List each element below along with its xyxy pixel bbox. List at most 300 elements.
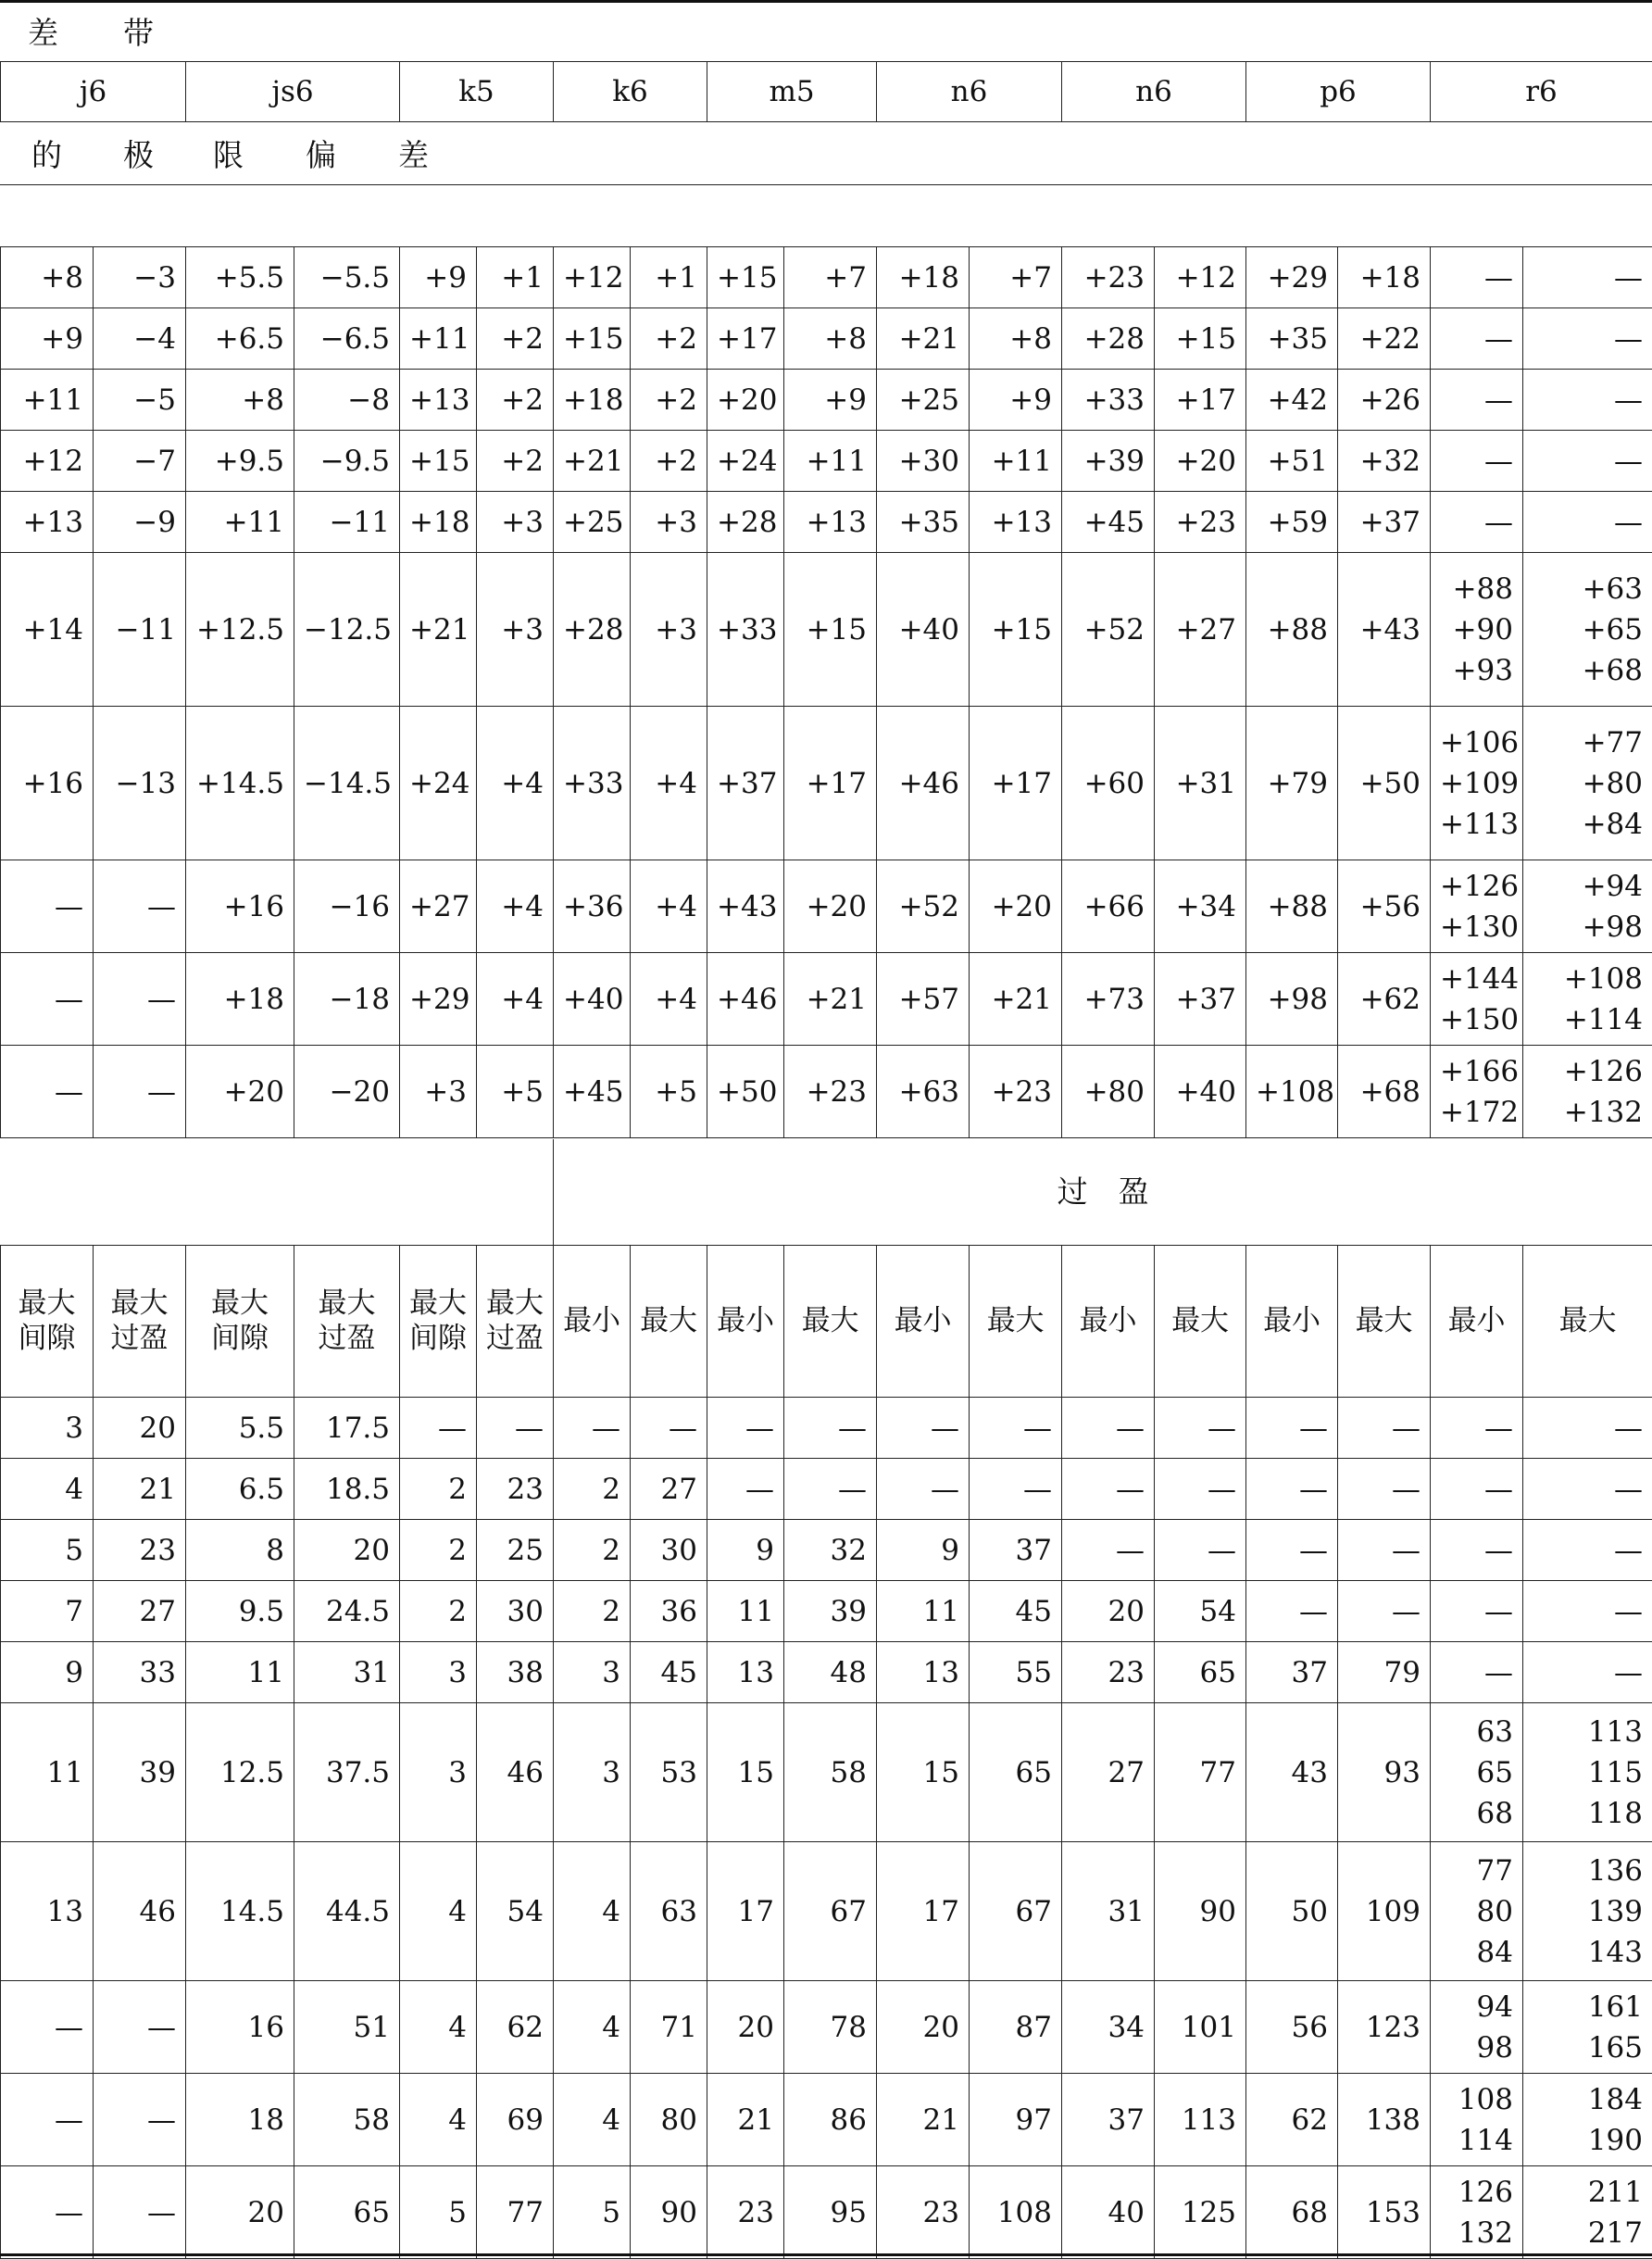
table-cell [970,707,1062,860]
cell-value: +15 [806,612,867,646]
fit-header-line: 最大 [486,1286,544,1320]
cell-value: 37.5 [325,1755,390,1789]
cell-value: 17.5 [325,1411,390,1445]
cell-value: +39 [1083,444,1145,478]
table-cell [1431,1520,1523,1581]
table-cell [877,1642,970,1703]
cell-value: +5 [501,1074,544,1109]
table-cell [631,860,707,953]
table-cell [186,2074,294,2166]
cell-value: — [147,1074,176,1109]
table-cell [477,2074,554,2166]
cell-value: +24 [717,444,778,478]
cell-value: 11 [247,1655,284,1689]
cell-value: 33 [139,1655,176,1689]
table-cell [707,1842,784,1981]
table-cell [970,1046,1062,1138]
table-cell [400,431,477,492]
cell-value: +2 [655,321,697,356]
table-cell [1338,1459,1431,1520]
cell-value: — [147,2195,176,2229]
fit-header-cell: 最大 [970,1245,1062,1397]
table-cell [707,953,784,1046]
table-cell [1523,1581,1652,1642]
table-cell [94,2166,186,2259]
cell-value: 80 [1476,1894,1513,1928]
table-cell [1062,1842,1155,1981]
cell-value: +21 [563,444,624,478]
cell-value: 31 [353,1655,390,1689]
table-cell [1,492,94,553]
cell-value: 190 [1587,2123,1643,2157]
cell-value: 30 [507,1594,544,1628]
cell-value: +33 [1083,383,1145,417]
cell-value: +65 [1582,612,1643,646]
cell-value: +172 [1440,1095,1520,1129]
cell-value: +23 [806,1074,867,1109]
cell-value: 68 [1476,1796,1513,1830]
cell-value: −7 [133,444,176,478]
cell-value: — [147,982,176,1016]
cell-value: +15 [409,444,470,478]
table-cell [294,492,400,553]
cell-value: +7 [824,260,867,295]
cell-value: +88 [1267,612,1328,646]
cell-value: 90 [1199,1894,1236,1928]
cell-value: 9 [756,1533,774,1567]
cell-value: 39 [830,1594,867,1628]
cell-value: 20 [737,2010,774,2044]
table-cell [1431,1459,1523,1520]
cell-value: +113 [1440,807,1520,841]
caption-top-char-2: 带 [123,15,154,51]
table-cell [1062,1981,1155,2074]
table-cell [400,1642,477,1703]
table-cell [477,553,554,707]
cell-value: +63 [1582,571,1643,606]
cell-value: 24.5 [325,1594,390,1628]
table-cell [970,1581,1062,1642]
cell-value: 20 [247,2195,284,2229]
cell-value: 4 [602,2102,620,2137]
cell-value: — [55,2102,83,2137]
table-cell [1431,2166,1523,2259]
table-cell [1,860,94,953]
table-cell [1155,1981,1246,2074]
table-cell [1,1581,94,1642]
table-cell [477,953,554,1046]
cell-value: +14.5 [196,766,284,800]
caption-mid-char-1: 的 [31,137,62,173]
cell-value: 58 [353,2102,390,2137]
table-cell [1246,1046,1338,1138]
table-cell [877,707,970,860]
table-cell [707,370,784,431]
table-cell [94,860,186,953]
table-cell [970,553,1062,707]
cell-value: +18 [409,505,470,539]
table-cell [877,553,970,707]
table-row [1,492,1652,553]
cell-value: — [1484,1472,1513,1506]
table-cell [1523,2166,1652,2259]
table-cell [1155,953,1246,1046]
table-cell [554,1046,631,1138]
cell-value: — [1299,1472,1328,1506]
table-cell [1338,2074,1431,2166]
table-cell [877,1703,970,1842]
cell-value: +11 [409,321,470,356]
table-cell [1155,1046,1246,1138]
table-cell [631,1046,707,1138]
table-cell [554,1981,631,2074]
zone-header-cell: p6 [1246,62,1431,122]
cell-value: +114 [1563,1002,1643,1036]
cell-value: — [1116,1411,1145,1445]
table-cell [1431,1703,1523,1842]
table-cell [1431,860,1523,953]
table-cell [784,707,877,860]
table-cell [970,953,1062,1046]
cell-value: — [1484,321,1513,356]
cell-value: 18.5 [325,1472,390,1506]
cell-value: 115 [1587,1755,1643,1789]
table-cell [1523,1842,1652,1981]
cell-value: 38 [507,1655,544,1689]
table-cell [294,247,400,308]
table-cell [707,308,784,370]
table-cell [1062,1642,1155,1703]
caption-top-char-1: 差 [28,15,58,51]
caption-mid [0,132,1652,180]
table-cell [1155,707,1246,860]
table-cell [1,2074,94,2166]
cell-value: 5.5 [238,1411,284,1445]
cell-value: — [147,2102,176,2137]
cell-value: +88 [1267,889,1328,923]
cell-value: +80 [1582,766,1643,800]
table-cell [477,1520,554,1581]
table-cell [294,1459,400,1520]
fit-header-cell [1,1245,94,1397]
cell-value: 2 [602,1594,620,1628]
cell-value: — [1299,1594,1328,1628]
cell-value: 87 [1015,2010,1052,2044]
table-cell [294,553,400,707]
table-cell [1431,247,1523,308]
cell-value: 39 [139,1755,176,1789]
cell-value: +40 [1175,1074,1236,1109]
cell-value: +62 [1359,982,1420,1016]
table-cell [1155,308,1246,370]
table-cell [186,1703,294,1842]
table-cell [784,308,877,370]
cell-value: +32 [1359,444,1420,478]
cell-value: +60 [1083,766,1145,800]
table-cell [186,492,294,553]
table-cell [1,1842,94,1981]
cell-value: +46 [898,766,959,800]
table-cell [477,1398,554,1459]
table-cell [1338,553,1431,707]
cell-value: −11 [329,505,390,539]
table-cell [877,2074,970,2166]
cell-value: −8 [347,383,390,417]
table-cell [970,492,1062,553]
cell-value: +57 [898,982,959,1016]
cell-value: +50 [717,1074,778,1109]
cell-value: +45 [1083,505,1145,539]
table-cell [877,1520,970,1581]
cell-value: +17 [1175,383,1236,417]
fit-header-row [1,1245,1652,1397]
table-cell [94,247,186,308]
cell-value: +40 [563,982,624,1016]
cell-value: +7 [1009,260,1052,295]
table-cell [784,1981,877,2074]
cell-value: 51 [353,2010,390,2044]
cell-value: +9 [1009,383,1052,417]
table-cell [94,553,186,707]
table-cell [1246,247,1338,308]
table-cell [294,707,400,860]
cell-value: −6.5 [319,321,390,356]
table-cell [970,1398,1062,1459]
table-cell [784,1842,877,1981]
table-cell [477,1581,554,1642]
cell-value: 65 [1476,1755,1513,1789]
table-cell [94,431,186,492]
cell-value: — [1484,444,1513,478]
cell-value: 20 [353,1533,390,1567]
table-cell [294,1581,400,1642]
table-cell [707,707,784,860]
table-cell [784,1581,877,1642]
table-cell [1523,370,1652,431]
table-cell [1,1459,94,1520]
table-cell [294,308,400,370]
table-cell [1155,1581,1246,1642]
table-cell [1,553,94,707]
cell-value: 63 [660,1894,697,1928]
cell-value: 143 [1587,1935,1643,1969]
cell-value: 21 [139,1472,176,1506]
table-cell [400,953,477,1046]
table-cell [1246,953,1338,1046]
cell-value: +3 [501,505,544,539]
table-cell [1246,1459,1338,1520]
cell-value: +166 [1440,1054,1520,1088]
table-cell [400,553,477,707]
fit-header-cell: 最大 [784,1245,877,1397]
cell-value: +17 [991,766,1052,800]
cell-value: +108 [1256,1074,1335,1109]
cell-value: 44.5 [325,1894,390,1928]
cell-value: — [745,1472,774,1506]
table-cell [1155,553,1246,707]
table-cell [94,492,186,553]
table-cell [1,953,94,1046]
table-cell [1246,370,1338,431]
table-cell [94,370,186,431]
table-cell [1338,1581,1431,1642]
cell-value: +4 [501,766,544,800]
fit-header-cell [477,1245,554,1397]
table-cell [1246,2074,1338,2166]
cell-value: 7 [65,1594,83,1628]
table-row [1,553,1652,707]
table-cell [784,1459,877,1520]
table-cell [1338,492,1431,553]
table-cell [1155,1703,1246,1842]
cell-value: +5.5 [214,260,284,295]
cell-value: 5 [448,2195,467,2229]
cell-value: 13 [922,1655,959,1689]
cell-value: +27 [409,889,470,923]
cell-value: +29 [409,982,470,1016]
table-cell [631,553,707,707]
table-row [1,1398,1652,1459]
table-cell [707,1981,784,2074]
table-cell [877,1842,970,1981]
table-cell [400,2166,477,2259]
table-cell [707,247,784,308]
table-cell [631,370,707,431]
cell-value: 77 [507,2195,544,2229]
table-cell [1,431,94,492]
top-border [0,0,1652,3]
table-cell [1246,431,1338,492]
table-cell [1,1398,94,1459]
fit-header-cell: 最小 [1246,1245,1338,1397]
cell-value: +77 [1582,725,1643,759]
cell-value: 98 [1476,2030,1513,2064]
cell-value: −9.5 [319,444,390,478]
table-cell [1062,247,1155,308]
zone-header-cell: n6 [1062,62,1246,122]
cell-value: — [1116,1533,1145,1567]
cell-value: 23 [139,1533,176,1567]
caption-mid-char-4: 偏 [306,137,336,173]
table-cell [970,370,1062,431]
cell-value: +22 [1359,321,1420,356]
cell-value: — [1614,1533,1643,1567]
cell-value: 2 [448,1472,467,1506]
table-cell [877,1046,970,1138]
cell-value: 56 [1291,2010,1328,2044]
cell-value: +11 [22,383,83,417]
table-cell [1338,247,1431,308]
fit-header-line: 间隙 [409,1322,467,1355]
cell-value: +23 [1083,260,1145,295]
interference-heading: 过 盈 [554,1139,1652,1245]
cell-value: +8 [824,321,867,356]
cell-value: 62 [507,2010,544,2044]
cell-value: +109 [1440,766,1520,800]
cell-value: +4 [655,889,697,923]
cell-value: +11 [991,444,1052,478]
cell-value: — [1484,1533,1513,1567]
cell-value: +2 [655,444,697,478]
cell-value: 4 [448,2010,467,2044]
table-cell [631,308,707,370]
table-cell [477,1981,554,2074]
fit-values-table [0,1397,1652,2259]
cell-value: +23 [1175,505,1236,539]
table-cell [784,2074,877,2166]
table-cell [1155,1842,1246,1981]
table-cell [1062,2074,1155,2166]
table-cell [400,1703,477,1842]
table-cell [1155,1459,1246,1520]
table-cell [1523,431,1652,492]
fit-header-cell: 最大 [631,1245,707,1397]
cell-value: 5 [602,2195,620,2229]
cell-value: −11 [115,612,176,646]
cell-value: +68 [1582,653,1643,687]
zone-header-cell: n6 [877,62,1062,122]
table-cell [186,1520,294,1581]
table-cell [784,492,877,553]
cell-value: 36 [660,1594,697,1628]
table-cell [1,707,94,860]
table-cell [1,1642,94,1703]
cell-value: — [1392,1472,1420,1506]
cell-value: +20 [223,1074,284,1109]
cell-value: +6.5 [214,321,284,356]
table-cell [554,370,631,431]
table-cell [1,1703,94,1842]
table-cell [877,1981,970,2074]
cell-value: +18 [563,383,624,417]
table-cell [1,2166,94,2259]
cell-value: +23 [991,1074,1052,1109]
cell-value: 90 [660,2195,697,2229]
cell-value: — [838,1411,867,1445]
limit-deviation-table [0,246,1652,1138]
table-cell [94,308,186,370]
cell-value: — [1208,1533,1236,1567]
cell-value: 27 [660,1472,697,1506]
table-cell [707,1703,784,1842]
zone-header-cell: r6 [1431,62,1652,122]
cell-value: +28 [1083,321,1145,356]
table-cell [554,308,631,370]
table-cell [1062,1703,1155,1842]
cell-value: — [1392,1411,1420,1445]
cell-value: — [1392,1533,1420,1567]
cell-value: +1 [501,260,544,295]
cell-value: −18 [329,982,390,1016]
table-cell [1338,1981,1431,2074]
table-cell [554,431,631,492]
table-cell [784,247,877,308]
cell-value: 14.5 [219,1894,284,1928]
table-cell [877,308,970,370]
table-cell [1062,1459,1155,1520]
fit-header-cell: 最大 [1338,1245,1431,1397]
cell-value: +144 [1440,961,1520,996]
cell-value: 50 [1291,1894,1328,1928]
table-cell [294,1703,400,1842]
table-cell [707,1398,784,1459]
cell-value: 65 [1199,1655,1236,1689]
table-cell [554,1459,631,1520]
table-cell [94,1581,186,1642]
cell-value: +5 [655,1074,697,1109]
cell-value: +15 [991,612,1052,646]
cell-value: +46 [717,982,778,1016]
